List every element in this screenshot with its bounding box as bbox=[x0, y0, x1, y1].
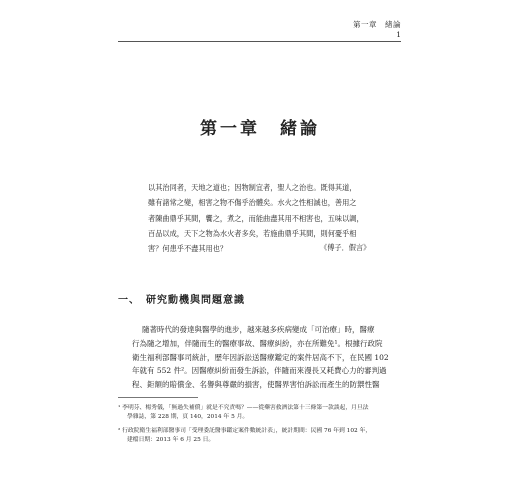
epigraph-line: 以其治同者，天地之道也；因物制宜者，聖人之治也。既得其道， bbox=[148, 183, 357, 192]
footnote-1-line: ¹ 李明芬、楊秀儀，「無過失補償」就是不究責嗎？——從藥害救濟法第十三條第一款談起，月旦法 bbox=[118, 405, 369, 411]
body-line: 行為隨之增加，伴隨而生的醫療事故、醫療糾紛，亦在所難免¹。根據行政院 bbox=[132, 338, 383, 348]
running-header-chapter: 第一章 緒論 bbox=[353, 20, 401, 29]
epigraph-line: 百品以成，天下之物為水火者多矣，若施曲鼎乎其間，則何憂乎相 bbox=[148, 228, 357, 238]
body-line: 隨著時代的發達與醫學的進步，越來越多疾病變成「可治療」時，醫療 bbox=[142, 325, 375, 334]
footnote-divider bbox=[118, 397, 198, 398]
footnote-2-line: ² 行政院衛生福利部醫事司「受理委託醫事鑑定案件數統計表」，統計期間：民國 76 年到 102 年， bbox=[118, 428, 372, 434]
footnote-2-line: 建檔日期：2013 年 6 月 25 日。 bbox=[127, 437, 215, 443]
running-header bbox=[118, 17, 401, 42]
page-number: 1 bbox=[396, 30, 401, 39]
footnote-1-line: 學雜誌，第 228 期，頁 140，2014 年 5 月。 bbox=[127, 414, 249, 420]
footnotes bbox=[118, 404, 403, 445]
epigraph-line: 者陳曲鼎乎其間，饗之，煮之，而能曲盡其用不相害也，五味以調， bbox=[148, 213, 364, 223]
body-line: 年就有 552 件²。因醫療糾紛而發生訴訟，伴隨而來漫長又耗費心力的審判過 bbox=[132, 366, 387, 376]
section-heading: 一、 研究動機與問題意識 bbox=[118, 295, 245, 306]
body-line: 程、鉅額的賠償金、名譽與尊嚴的損害，使醫界害怕訴訟而產生的防禦性醫 bbox=[132, 380, 380, 390]
epigraph-line: 雖有諸常之變，相害之物不傷乎治體矣。水火之性相滅也，善用之 bbox=[148, 198, 357, 208]
body-line: 衛生福利部醫事司統計，歷年因訴訟送醫療鑑定的案件居高不下，在民國 102 bbox=[132, 352, 389, 362]
chapter-title: 第一章 緒論 bbox=[200, 119, 320, 139]
body-paragraph bbox=[132, 323, 402, 392]
epigraph-line: 害？何患乎不盡其用也？ bbox=[148, 244, 228, 254]
epigraph-source: 《傅子．假言》 bbox=[320, 243, 371, 252]
